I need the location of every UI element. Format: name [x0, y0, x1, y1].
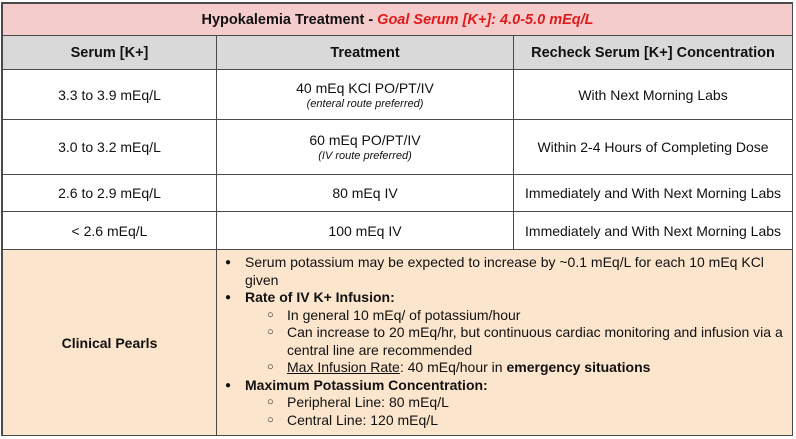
recheck-cell: Immediately and With Next Morning Labs [514, 175, 793, 212]
table-row [3, 70, 793, 120]
header-treatment: Treatment [217, 36, 514, 70]
hypokalemia-table-container [1, 2, 793, 436]
treatment-cell [217, 120, 514, 175]
pearl-rate-heading: Rate of IV K+ Infusion: [245, 289, 395, 305]
max-rate-emergency: emergency situations [506, 359, 651, 375]
table-title [3, 4, 793, 36]
treatment-cell [217, 70, 514, 120]
recheck-cell: Immediately and With Next Morning Labs [514, 212, 793, 250]
hypokalemia-treatment-table [2, 3, 793, 436]
serum-cell: 2.6 to 2.9 mEq/L [3, 175, 217, 212]
clinical-pearls-label: Clinical Pearls [3, 250, 217, 436]
title-row [3, 4, 793, 36]
table-row [3, 175, 793, 212]
treatment-cell: 100 mEq IV [217, 212, 514, 250]
pearl-rate-max [287, 359, 784, 377]
table-row [3, 120, 793, 175]
pearl-rate-general: ○ In general 10 mEq/ of potassium/hour [287, 307, 784, 325]
pearl-rate-increase: ○ Can increase to 20 mEq/hr, but continuous cardiac monitoring and infusion via a central line are recommended [287, 324, 784, 359]
treatment-cell: 80 mEq IV [217, 175, 514, 212]
title-main: Hypokalemia Treatment - [201, 11, 378, 28]
pearl-item-concentration [245, 377, 784, 430]
recheck-cell: With Next Morning Labs [514, 70, 793, 120]
header-row [3, 36, 793, 70]
pearl-peripheral-line: ○ Peripheral Line: 80 mEq/L [287, 394, 784, 412]
pearl-concentration-sublist [245, 394, 784, 429]
treatment-note: (IV route preferred) [318, 150, 412, 162]
pearl-rate-sublist [245, 307, 784, 377]
pearl-item-increase: ● Serum potassium may be expected to increase by ~0.1 mEq/L for each 10 mEq KCl given [245, 254, 784, 289]
max-rate-label: Max Infusion Rate [287, 359, 400, 375]
max-rate-value: : 40 mEq/hour in [399, 359, 507, 375]
pearl-item-rate [245, 289, 784, 377]
treatment-note: (enteral route preferred) [306, 97, 424, 110]
pearls-list [223, 254, 784, 429]
table-row [3, 212, 793, 250]
title-goal: Goal Serum [K+]: 4.0-5.0 mEq/L [377, 11, 594, 28]
pearl-central-line: ○ Central Line: 120 mEq/L [287, 412, 784, 430]
pearl-concentration-heading: Maximum Potassium Concentration: [245, 376, 488, 393]
serum-cell: 3.0 to 3.2 mEq/L [3, 120, 217, 175]
treatment-text: 40 mEq KCl PO/PT/IV [296, 79, 434, 96]
clinical-pearls-row [3, 250, 793, 436]
header-serum: Serum [K+] [3, 36, 217, 70]
treatment-text: 60 mEq PO/PT/IV [309, 132, 421, 148]
recheck-cell: Within 2-4 Hours of Completing Dose [514, 120, 793, 175]
clinical-pearls-content [217, 250, 793, 436]
serum-cell: 3.3 to 3.9 mEq/L [3, 70, 217, 120]
header-recheck: Recheck Serum [K+] Concentration [514, 36, 793, 70]
serum-cell: < 2.6 mEq/L [3, 212, 217, 250]
